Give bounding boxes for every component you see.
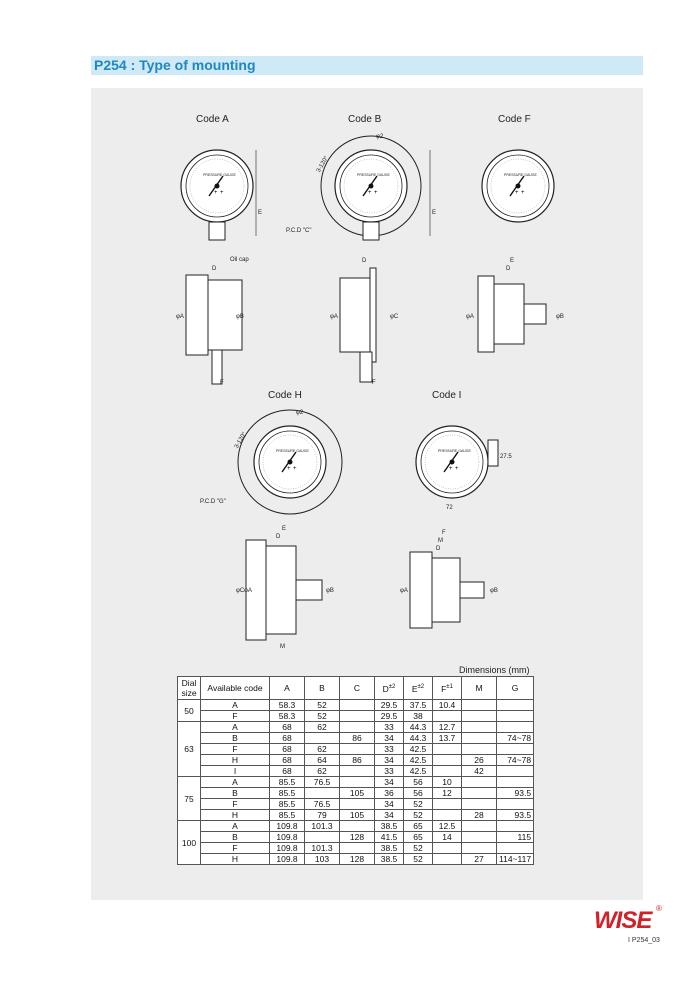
dim-c-b: φC (390, 314, 399, 320)
cell-g (497, 700, 534, 711)
cell-m (462, 700, 497, 711)
cell-d: 38.5 (375, 854, 404, 865)
cell-g: 114~117 (497, 854, 534, 865)
dim-e-f: E (510, 258, 515, 264)
dim-d-i: D (436, 546, 441, 552)
cell-m: 27 (462, 854, 497, 865)
cell-g: 74~78 (497, 733, 534, 744)
cell-e: 44.3 (404, 722, 433, 733)
cell-b: 52 (305, 700, 340, 711)
dim-c-h: φC (236, 588, 245, 594)
cell-a: 109.8 (270, 821, 305, 832)
header-c: C (340, 677, 375, 700)
header-g: G (497, 677, 534, 700)
cell-code: F (201, 843, 270, 854)
cell-c (340, 711, 375, 722)
cell-c (340, 700, 375, 711)
cell-f (433, 755, 462, 766)
code-f-label: Code F (498, 114, 531, 125)
dim-e-b: E (432, 210, 437, 216)
cell-d: 36 (375, 788, 404, 799)
cell-f (433, 711, 462, 722)
table-header-row (178, 677, 534, 700)
dial-size-cell: 63 (178, 722, 201, 777)
cell-d: 34 (375, 799, 404, 810)
page-reference: I P254_03 (628, 937, 660, 944)
dim-b-h: φB (326, 588, 334, 594)
dim-d-h: D (276, 534, 281, 540)
cell-d: 33 (375, 766, 404, 777)
cell-f: 10 (433, 777, 462, 788)
dim-i-width: 72 (446, 505, 453, 511)
code-b-label: Code B (348, 114, 382, 125)
table-row (178, 744, 534, 755)
cell-a: 109.8 (270, 843, 305, 854)
dim-d-b: D (362, 258, 367, 264)
cell-m (462, 711, 497, 722)
dim-d-a: D (212, 266, 217, 272)
dial-size-cell: 100 (178, 821, 201, 865)
cell-c: 105 (340, 810, 375, 821)
cell-f: 13.7 (433, 733, 462, 744)
dim-b-a: φB (236, 314, 244, 320)
cell-a: 68 (270, 755, 305, 766)
cell-a: 109.8 (270, 854, 305, 865)
cell-c (340, 799, 375, 810)
cell-m (462, 821, 497, 832)
cell-m (462, 832, 497, 843)
cell-b: 103 (305, 854, 340, 865)
cell-m (462, 722, 497, 733)
pcd-c-label: P.C.D "C" (286, 228, 312, 234)
cell-c (340, 744, 375, 755)
code-i-label: Code I (432, 390, 462, 401)
cell-d: 33 (375, 722, 404, 733)
code-a-label: Code A (196, 114, 229, 125)
cell-c: 86 (340, 733, 375, 744)
cell-g: 74~78 (497, 755, 534, 766)
cell-m (462, 843, 497, 854)
table-row (178, 843, 534, 854)
cell-b: 79 (305, 810, 340, 821)
cell-f (433, 810, 462, 821)
cell-m (462, 777, 497, 788)
header-e: $E^{\pm 2}$ (404, 677, 433, 700)
cell-m (462, 799, 497, 810)
cell-f (433, 799, 462, 810)
cell-g (497, 843, 534, 854)
cell-d: 38.5 (375, 843, 404, 854)
gauge-text-i: PRESSURE GAUGE (438, 449, 471, 453)
table-row (178, 821, 534, 832)
header-b: B (305, 677, 340, 700)
cell-code: A (201, 777, 270, 788)
cell-d: 41.5 (375, 832, 404, 843)
cell-f: 12.7 (433, 722, 462, 733)
table-row (178, 733, 534, 744)
gauge-text-f: PRESSURE GAUGE (504, 173, 537, 177)
gauge-text-a: PRESSURE GAUGE (203, 173, 236, 177)
header-d: $D^{\pm 2}$ (375, 677, 404, 700)
cell-g: 93.5 (497, 788, 534, 799)
cell-code: A (201, 722, 270, 733)
cell-e: 52 (404, 854, 433, 865)
dim-f-a: F (220, 380, 224, 386)
cell-b: 76.5 (305, 799, 340, 810)
cell-f: 10.4 (433, 700, 462, 711)
cell-c: 86 (340, 755, 375, 766)
dim-d-f: D (506, 266, 511, 272)
cell-code: H (201, 810, 270, 821)
cell-d: 29.5 (375, 711, 404, 722)
cell-b: 62 (305, 722, 340, 733)
cell-b: 62 (305, 766, 340, 777)
dimensions-caption: Dimensions (mm) (459, 665, 530, 675)
cell-c (340, 821, 375, 832)
cell-d: 34 (375, 777, 404, 788)
cell-c: 105 (340, 788, 375, 799)
cell-c: 128 (340, 854, 375, 865)
cell-b (305, 733, 340, 744)
cell-m (462, 733, 497, 744)
cell-a: 68 (270, 744, 305, 755)
cell-d: 34 (375, 733, 404, 744)
cell-e: 42.5 (404, 755, 433, 766)
cell-d: 38.5 (375, 821, 404, 832)
cell-a: 58.3 (270, 700, 305, 711)
table-row (178, 777, 534, 788)
cell-c: 128 (340, 832, 375, 843)
dim-a-i: φA (400, 588, 408, 594)
cell-f (433, 766, 462, 777)
dimensions-table (177, 676, 534, 865)
cell-code: B (201, 733, 270, 744)
cell-e: 65 (404, 832, 433, 843)
table-row (178, 722, 534, 733)
cell-g (497, 766, 534, 777)
header-a: A (270, 677, 305, 700)
cell-g (497, 799, 534, 810)
header-m: M (462, 677, 497, 700)
dim-a-b: φA (330, 314, 338, 320)
cell-b: 52 (305, 711, 340, 722)
dim-e-a: E (258, 210, 263, 216)
cell-a: 85.5 (270, 799, 305, 810)
dim-a-f: φA (466, 314, 474, 320)
gauge-text-b: PRESSURE GAUGE (357, 173, 390, 177)
cell-c (340, 766, 375, 777)
cell-f: 14 (433, 832, 462, 843)
code-h-label: Code H (268, 390, 302, 401)
cell-code: F (201, 744, 270, 755)
cell-a: 68 (270, 766, 305, 777)
cell-g (497, 744, 534, 755)
cell-e: 37.5 (404, 700, 433, 711)
registered-mark: ® (656, 904, 662, 913)
cell-c (340, 722, 375, 733)
cell-m: 28 (462, 810, 497, 821)
cell-e: 56 (404, 788, 433, 799)
cell-d: 34 (375, 810, 404, 821)
table-row (178, 810, 534, 821)
table-row (178, 832, 534, 843)
dial-size-cell: 50 (178, 700, 201, 722)
cell-m (462, 788, 497, 799)
cell-e: 42.5 (404, 744, 433, 755)
cell-e: 42.5 (404, 766, 433, 777)
dia2-b: φ2 (376, 134, 384, 140)
header-f: $F^{\pm 1}$ (433, 677, 462, 700)
table-row (178, 711, 534, 722)
dim-a-a: φA (176, 314, 184, 320)
dim-f-i: F (442, 530, 446, 536)
cell-e: 56 (404, 777, 433, 788)
cell-d: 33 (375, 744, 404, 755)
cell-code: I (201, 766, 270, 777)
wise-logo: WISE (594, 907, 652, 934)
cell-a: 85.5 (270, 810, 305, 821)
cell-f (433, 843, 462, 854)
gauge-text-h: PRESSURE GAUGE (276, 449, 309, 453)
cell-g (497, 722, 534, 733)
cell-b: 62 (305, 744, 340, 755)
cell-a: 85.5 (270, 777, 305, 788)
dim-a-h: φA (244, 588, 252, 594)
page-title: P254 : Type of mounting (94, 57, 256, 73)
table-row (178, 766, 534, 777)
cell-g (497, 821, 534, 832)
dim-b-f: φB (556, 314, 564, 320)
cell-code: B (201, 832, 270, 843)
cell-e: 38 (404, 711, 433, 722)
cell-d: 29.5 (375, 700, 404, 711)
cell-code: A (201, 821, 270, 832)
cell-c (340, 843, 375, 854)
dial-size-cell: 75 (178, 777, 201, 821)
cell-g (497, 777, 534, 788)
cell-f: 12.5 (433, 821, 462, 832)
cell-a: 58.3 (270, 711, 305, 722)
cell-g: 115 (497, 832, 534, 843)
cell-m: 26 (462, 755, 497, 766)
bolt-h-label: 3-120° (233, 431, 248, 450)
dia2-h: φ2 (296, 410, 304, 416)
cell-e: 65 (404, 821, 433, 832)
table-row (178, 700, 534, 711)
cell-e: 52 (404, 810, 433, 821)
table-row (178, 755, 534, 766)
cell-a: 85.5 (270, 788, 305, 799)
cell-b (305, 788, 340, 799)
cell-e: 44.3 (404, 733, 433, 744)
cell-b (305, 832, 340, 843)
cell-c (340, 777, 375, 788)
dim-m-i: M (438, 538, 443, 544)
cell-code: A (201, 700, 270, 711)
cell-e: 52 (404, 843, 433, 854)
cell-code: H (201, 854, 270, 865)
cell-a: 109.8 (270, 832, 305, 843)
cell-g: 93.5 (497, 810, 534, 821)
cell-d: 34 (375, 755, 404, 766)
cell-a: 68 (270, 722, 305, 733)
cell-code: B (201, 788, 270, 799)
dim-m-h: M (280, 644, 285, 650)
dim-f-b: F (372, 380, 376, 386)
cell-f: 12 (433, 788, 462, 799)
cell-g (497, 711, 534, 722)
oil-cap-label: Oil cap (230, 257, 249, 263)
cell-b: 101.3 (305, 843, 340, 854)
cell-b: 64 (305, 755, 340, 766)
pcd-g-label: P.C.D "G" (200, 499, 226, 505)
dim-b-i: φB (490, 588, 498, 594)
table-row (178, 799, 534, 810)
dim-e-h: E (282, 526, 287, 532)
header-available-code: Available code (201, 677, 270, 700)
cell-b: 76.5 (305, 777, 340, 788)
bolt-b-label: 3-120° (315, 155, 330, 174)
cell-code: F (201, 799, 270, 810)
table-row (178, 788, 534, 799)
cell-a: 68 (270, 733, 305, 744)
header-dial-size: Dial size (178, 677, 201, 700)
cell-e: 52 (404, 799, 433, 810)
cell-b: 101.3 (305, 821, 340, 832)
cell-code: H (201, 755, 270, 766)
cell-m (462, 744, 497, 755)
cell-f (433, 854, 462, 865)
dim-i-height: 27.5 (500, 454, 512, 460)
cell-code: F (201, 711, 270, 722)
cell-m: 42 (462, 766, 497, 777)
technical-drawings: + Code A PRESSURE GAUGE E Code B PRESSURE GAUGE 3-120° φ2 P.C.D "C" E Code F PRESSURE GAUGE Oil cap D φA φB F D φA φC F E D φA φB Code H PRESSURE GAUGE 3-120° φ2 P.C.D "G" Code I PRESSURE GAUGE 27.5 72 E D φC φA φB M F M D φA φB (3, 4, 564, 650)
cell-f (433, 744, 462, 755)
table-row (178, 854, 534, 865)
